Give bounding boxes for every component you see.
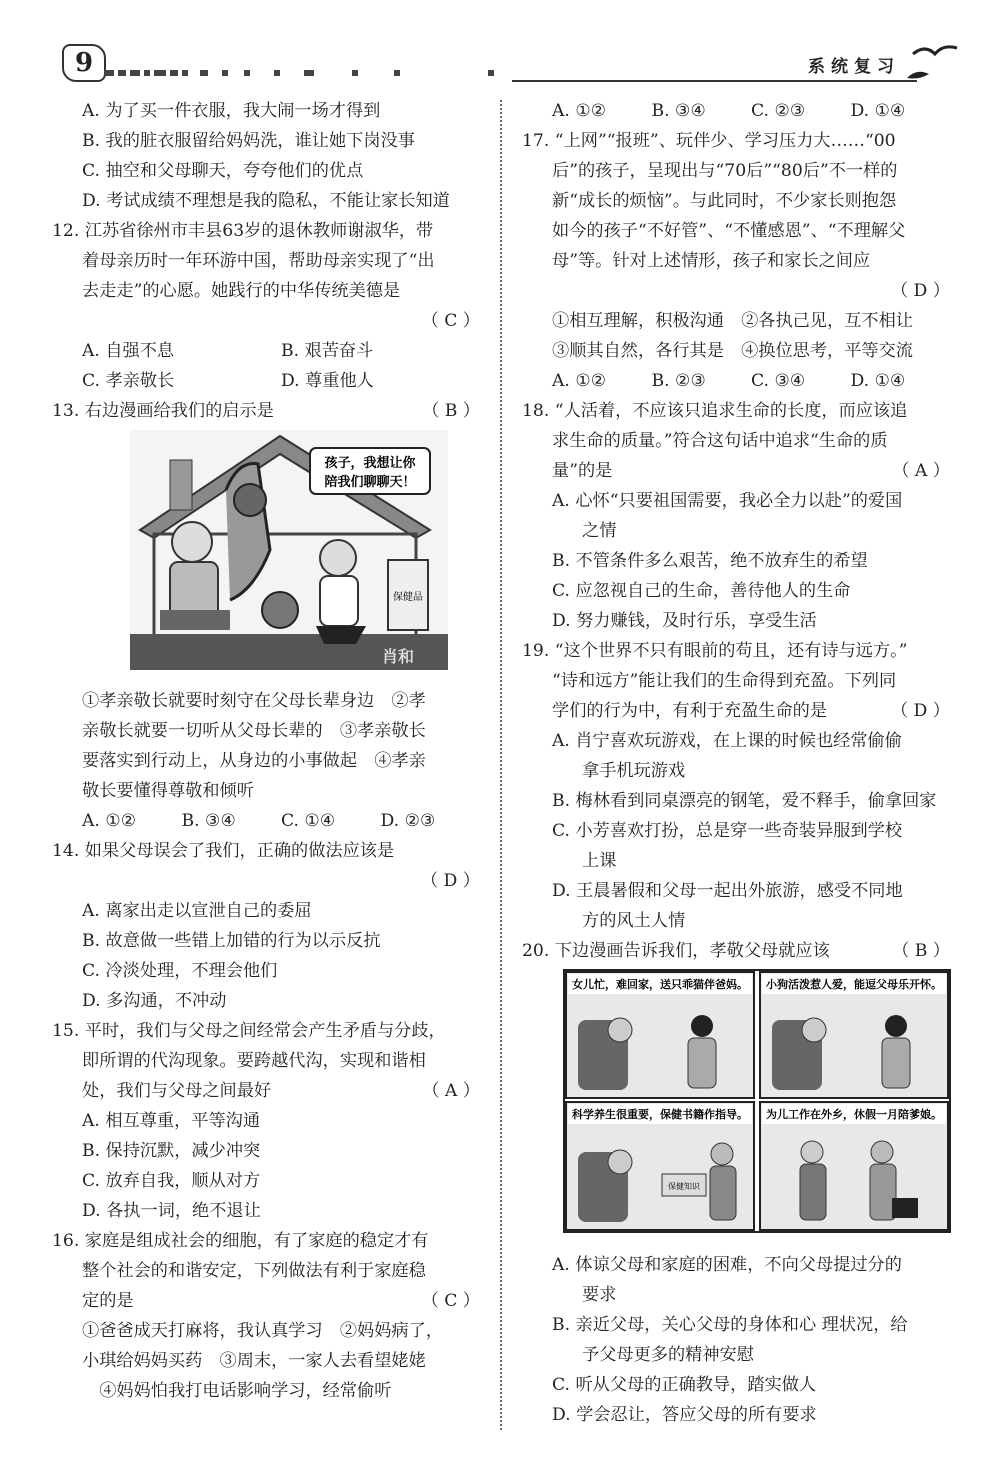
answer-mark: （ A ）: [892, 461, 950, 481]
question-stem: 16. 家庭是组成社会的细胞，有了家庭的稳定才有: [52, 1231, 429, 1251]
question-text-span: 定的是: [82, 1291, 134, 1311]
right-column: [522, 96, 950, 1430]
answer-mark: （ B ）: [422, 401, 480, 421]
answer-option: C. 小芳喜欢打扮，总是穿一些奇装异服到学校: [552, 821, 903, 841]
answer-option: C. 应忽视自己的生命，善待他人的生命: [552, 581, 851, 601]
question-stem: 18. “人活着，不应该只追求生命的长度，而应该追: [522, 401, 908, 421]
answer-option: B. 保持沉默，减少冲突: [82, 1141, 261, 1161]
book-box-label: 保健知识: [668, 1182, 700, 1191]
panel-4-caption: 为儿工作在外乡，休假一月陪爹娘。: [766, 1108, 942, 1121]
header-dots: [104, 70, 504, 78]
answer-option: D. 多沟通，不冲动: [82, 991, 227, 1011]
answer-mark: （ D ）: [890, 281, 950, 301]
question-text: 整个社会的和谐安定，下列做法有利于家庭稳: [82, 1261, 426, 1281]
choice: A. ①②: [552, 371, 607, 391]
question-stem: 17. “上网”“报班”、玩伴少、学习压力大……“00: [522, 131, 896, 151]
speech-line-2: 陪我们聊聊天！: [324, 475, 416, 490]
choice: D. ①④: [850, 371, 906, 391]
choice: B. ③④: [181, 811, 236, 831]
choice: B. ②③: [651, 371, 706, 391]
question-text: 求生命的质量。”符合这句话中追求“生命的质: [552, 431, 888, 451]
choice-row: [52, 366, 480, 396]
question-text: ①孝亲敬长就要时刻守在父母长辈身边 ②孝: [82, 691, 426, 711]
answer-option: A. 为了买一件衣服，我大闹一场才得到: [82, 101, 381, 121]
choice: D. ①④: [850, 101, 906, 121]
header-rule: [512, 80, 917, 82]
question-stem: [52, 396, 480, 426]
question-text: 母”等。针对上述情形，孩子和家长之间应: [552, 251, 871, 271]
answer-option-continued: 方的风土人情: [582, 911, 686, 931]
question-text-span: 处，我们与父母之间最好: [82, 1081, 272, 1101]
question-stem: 19. “这个世界不只有眼前的苟且，还有诗与远方。”: [522, 641, 908, 661]
panel-2-caption: 小狗活泼惹人爱，能逗父母乐开怀。: [766, 978, 942, 991]
gift-label: 保健品: [393, 592, 423, 603]
answer-mark: （ D ）: [420, 871, 480, 891]
answer-option: D. 各执一词，绝不退让: [82, 1201, 261, 1221]
answer-mark: （ D ）: [890, 701, 950, 721]
page-number: 9: [62, 44, 106, 82]
choice: A. 自强不息: [82, 341, 175, 361]
answer-option-continued: 拿手机玩游戏: [582, 761, 686, 781]
question-text: [522, 456, 950, 486]
question-text: 即所谓的代沟现象。要跨越代沟，实现和谐相: [82, 1051, 426, 1071]
choice: B. ③④: [651, 101, 706, 121]
panel-1: [566, 972, 754, 1098]
artist-signature: 肖和: [382, 647, 415, 666]
answer-option: B. 不管条件多么艰苦，绝不放弃生的希望: [552, 551, 868, 571]
choice: C. 孝亲敬长: [82, 371, 175, 391]
answer-option: C. 抽空和父母聊天，夸夸他们的优点: [82, 161, 364, 181]
birds-icon: [905, 40, 965, 88]
panel-3-caption: 科学养生很重要，保健书籍作指导。: [572, 1108, 748, 1121]
question-text-span: 量”的是: [552, 461, 613, 481]
choice-row: [52, 806, 480, 836]
question-stem: 12. 江苏省徐州市丰县63岁的退休教师谢淑华，带: [52, 221, 434, 241]
question-stem: [522, 936, 950, 966]
question-text: ①相互理解，积极沟通 ②各执己见，互不相让: [552, 311, 913, 331]
choice: A. ①②: [82, 811, 137, 831]
answer-option: B. 梅林看到同桌漂亮的钢笔，爱不释手，偷拿回家: [552, 791, 937, 811]
choice: C. ①④: [281, 811, 336, 831]
answer-option: A. 相互尊重，平等沟通: [82, 1111, 261, 1131]
left-column: [52, 96, 480, 1406]
choice-row: [52, 336, 480, 366]
question-text: 要落实到行动上，从身边的小事做起 ④孝亲: [82, 751, 426, 771]
question-text: 亲敬长就要一切听从父母长辈的 ③孝亲敬长: [82, 721, 426, 741]
question-text: 新“成长的烦恼”。与此同时，不少家长则抱怨: [552, 191, 897, 211]
question-text: 去走走”的心愿。她践行的中华传统美德是: [82, 281, 401, 301]
panel-2: [760, 972, 948, 1098]
question-stem: 15. 平时，我们与父母之间经常会产生矛盾与分歧，: [52, 1021, 446, 1041]
choice: D. 尊重他人: [281, 371, 374, 391]
answer-option-continued: 要求: [582, 1285, 617, 1305]
answer-option: A. 离家出走以宣泄自己的委屈: [82, 901, 312, 921]
question-text: 着母亲历时一年环游中国，帮助母亲实现了“出: [82, 251, 435, 271]
speech-line-1: 孩子，我想让你: [324, 456, 416, 471]
question-text: 后”的孩子，呈现出与“70后”“80后”不一样的: [552, 161, 898, 181]
question-text: 小琪给妈妈买药 ③周末，一家人去看望姥姥: [82, 1351, 426, 1371]
answer-option: A. 体谅父母和家庭的困难，不向父母提过分的: [552, 1255, 902, 1275]
answer-option: D. 努力赚钱，及时行乐，享受生活: [552, 611, 817, 631]
choice: C. ③④: [751, 371, 806, 391]
answer-mark: （ A ）: [422, 1081, 480, 1101]
question-text: ④妈妈怕我打电话影响学习，经常偷听: [82, 1381, 392, 1401]
answer-mark: （ B ）: [892, 941, 950, 961]
question-text: ①爸爸成天打麻将，我认真学习 ②妈妈病了，: [82, 1321, 443, 1341]
answer-line: [52, 866, 480, 896]
panel-4: [760, 1102, 948, 1230]
panel-3: [566, 1102, 754, 1230]
answer-option: D. 王晨暑假和父母一起出外旅游，感受不同地: [552, 881, 903, 901]
choice-row: [522, 96, 950, 126]
answer-option: C. 放弃自我，顺从对方: [82, 1171, 261, 1191]
answer-line: [52, 306, 480, 336]
choice: D. ②③: [380, 811, 436, 831]
choice: C. ②③: [751, 101, 806, 121]
question-text-span: 学们的行为中，有利于充盈生命的是: [552, 701, 828, 721]
question-text: 如今的孩子“不好管”、“不懂感恩”、“不理解父: [552, 221, 906, 241]
answer-option-continued: 予父母更多的精神安慰: [582, 1345, 754, 1365]
panel-1-caption: 女儿忙，难回家，送只乖猫伴爸妈。: [572, 978, 748, 991]
answer-option: A. 心怀“只要祖国需要，我必全力以赴”的爱国: [552, 491, 903, 511]
column-divider: [500, 100, 502, 1430]
question-text-span: 13. 右边漫画给我们的启示是: [52, 401, 274, 421]
question-text: [522, 696, 950, 726]
choice: B. 艰苦奋斗: [281, 341, 374, 361]
answer-option: C. 冷淡处理，不理会他们: [82, 961, 278, 981]
answer-option: B. 我的脏衣服留给妈妈洗，谁让她下岗没事: [82, 131, 415, 151]
cartoon-phone-parents: [130, 430, 448, 670]
answer-mark: （ C ）: [421, 1291, 480, 1311]
question-text: “诗和远方”能让我们的生命得到充盈。下列同: [552, 671, 897, 691]
question-text-span: 20. 下边漫画告诉我们，孝敬父母就应该: [522, 941, 830, 961]
answer-option: A. 肖宁喜欢玩游戏，在上课的时候也经常偷偷: [552, 731, 902, 751]
question-text: [52, 1076, 480, 1106]
choice: A. ①②: [552, 101, 607, 121]
question-text: [52, 1286, 480, 1316]
section-title: 系统复习: [808, 57, 900, 77]
answer-mark: （ C ）: [421, 311, 480, 331]
answer-option: B. 亲近父母，关心父母的身体和心 理状况，给: [552, 1315, 908, 1335]
answer-line: [522, 276, 950, 306]
answer-option: D. 考试成绩不理想是我的隐私，不能让家长知道: [82, 191, 450, 211]
question-text: ③顺其自然，各行其是 ④换位思考，平等交流: [552, 341, 913, 361]
answer-option-continued: 之情: [582, 521, 617, 541]
cartoon-filial-comic: [562, 968, 952, 1234]
answer-option: B. 故意做一些错上加错的行为以示反抗: [82, 931, 381, 951]
question-text: 敬长要懂得尊敬和倾听: [82, 781, 254, 801]
answer-option: C. 听从父母的正确教导，踏实做人: [552, 1375, 817, 1395]
question-stem: 14. 如果父母误会了我们，正确的做法应该是: [52, 841, 395, 861]
choice-row: [522, 366, 950, 396]
answer-option: D. 学会忍让，答应父母的所有要求: [552, 1405, 817, 1425]
answer-option-continued: 上课: [582, 851, 617, 871]
